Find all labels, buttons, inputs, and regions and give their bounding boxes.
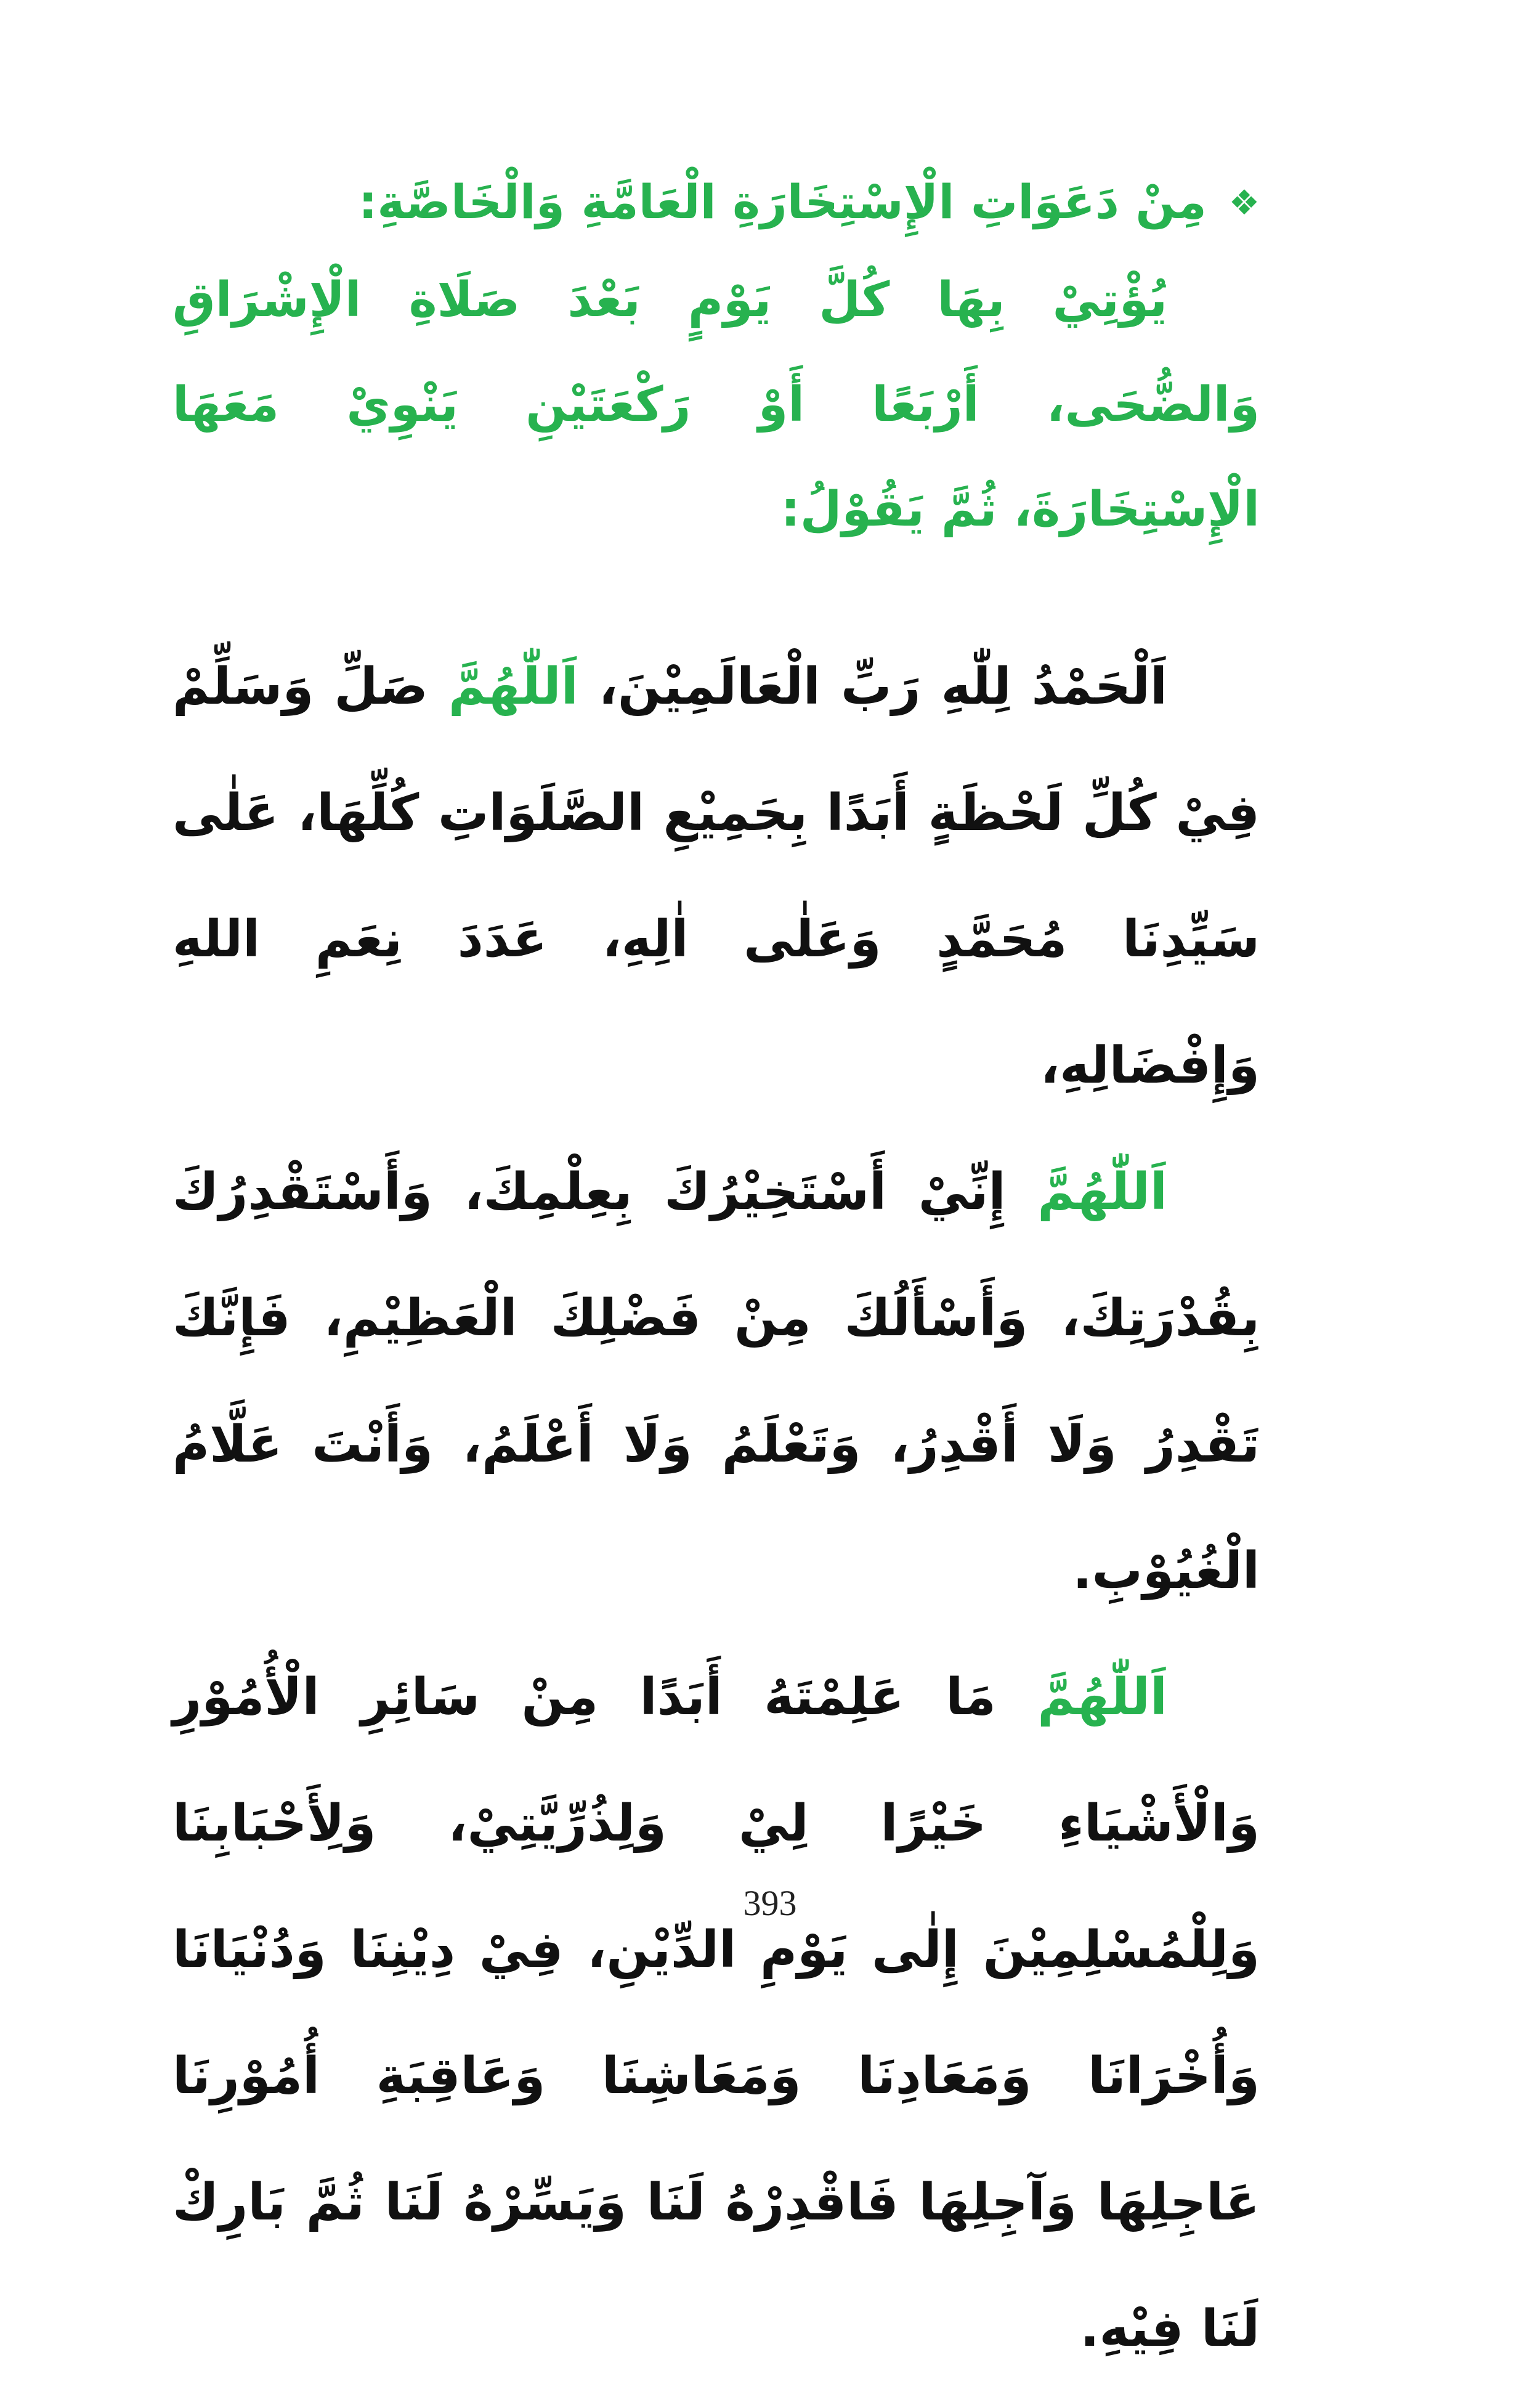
page-number: 393: [743, 1883, 797, 1923]
paragraph-text: مَا عَلِمْتَهُ أَبَدًا مِنْ سَائِرِ الْأُمُوْرِ وَالْأَشْيَاءِ خَيْرًا لِيْ وَلِذُرِّيَّتِيْ، وَلِأَحْبَابِنَا وَلِلْمُسْلِمِيْنَ إِلٰى يَوْمِ الدِّيْنِ، فِيْ دِيْنِنَا وَدُنْيَانَا وَأُخْرَانَا وَمَعَادِنَا وَمَعَاشِنَا وَعَاقِبَةِ أُمُوْرِنَا عَاجِلِهَا وَآجِلِهَا فَاقْدِرْهُ لَنَا وَيَسِّرْهُ لَنَا ثُمَّ بَارِكْ لَنَا فِيْهِ.: [172, 1668, 1260, 2358]
prayer-paragraph-1: [172, 624, 1260, 1129]
section-heading-text: مِنْ دَعَوَاتِ الْإِسْتِخَارَةِ الْعَامَّةِ وَالْخَاصَّةِ:: [358, 174, 1207, 229]
diamond-bullet-icon: ❖: [1228, 183, 1260, 223]
paragraph-text: صَلِّ وَسَلِّمْ فِيْ كُلِّ لَحْظَةٍ أَبَدًا بِجَمِيْعِ الصَّلَوَاتِ كُلِّهَا، عَلٰى سَيِّدِنَا مُحَمَّدٍ وَعَلٰى اٰلِهِ، عَدَدَ نِعَمِ اللهِ وَإِفْضَالِهِ،: [172, 657, 1260, 1095]
paragraph-text: اَلْحَمْدُ لِلّٰهِ رَبِّ الْعَالَمِيْنَ،: [578, 657, 1167, 716]
intro-instruction: [172, 248, 1260, 562]
allahumma-highlight: اَللّٰهُمَّ: [1037, 1163, 1167, 1221]
allahumma-highlight: اَللّٰهُمَّ: [448, 657, 578, 716]
page-content: [172, 157, 1260, 2392]
paragraph-text: إِنِّيْ أَسْتَخِيْرُكَ بِعِلْمِكَ، وَأَسْتَقْدِرُكَ بِقُدْرَتِكَ، وَأَسْأَلُكَ مِنْ فَضْلِكَ الْعَظِيْمِ، فَإِنَّكَ تَقْدِرُ وَلَا أَقْدِرُ، وَتَعْلَمُ وَلَا أَعْلَمُ، وَأَنْتَ عَلَّامُ الْغُيُوْبِ.: [172, 1163, 1260, 1600]
prayer-paragraph-3: [172, 1634, 1260, 2392]
intro-text: يُؤْتِيْ بِهَا كُلَّ يَوْمٍ بَعْدَ صَلَاةِ الْإِشْرَاقِ وَالضُّحَى، أَرْبَعًا أَوْ رَكْعَتَيْنِ يَنْوِيْ مَعَهَا الْإِسْتِخَارَةَ، ثُمَّ يَقُوْلُ:: [172, 272, 1260, 537]
allahumma-highlight: اَللّٰهُمَّ: [1037, 1668, 1167, 1727]
section-heading: [172, 157, 1260, 248]
prayer-paragraph-2: [172, 1129, 1260, 1634]
